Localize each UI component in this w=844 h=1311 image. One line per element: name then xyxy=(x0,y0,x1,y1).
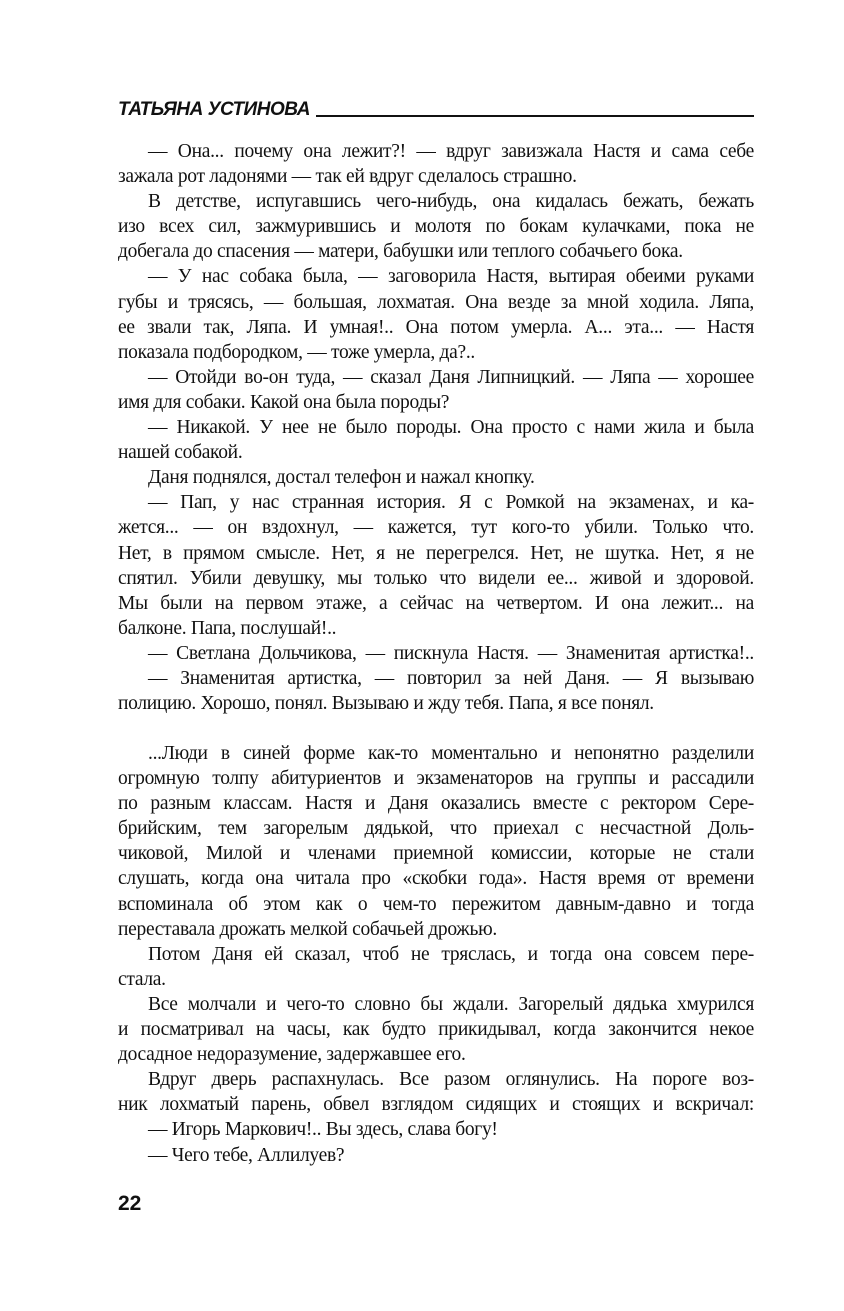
text-line: нашей собакой. xyxy=(118,442,243,464)
text-line: Мы были на первом этаже, а сейчас на четвертом. И она лежит... на xyxy=(118,592,754,614)
text-line: показала подбородком, — тоже умерла, да?.. xyxy=(118,341,475,363)
text-line: балконе. Папа, послушай!.. xyxy=(118,617,337,639)
text-line: В детстве, испугавшись чего-нибудь, она кидалась бежать, бежать xyxy=(148,191,754,213)
text-line: вспоминала об этом как о чем-то пережитом давным-давно и тогда xyxy=(118,893,754,915)
text-line: Вдруг дверь распахнулась. Все разом оглянулись. На пороге воз- xyxy=(148,1069,754,1091)
text-line: чиковой, Милой и членами приемной комиссии, которые не стали xyxy=(118,843,754,865)
text-line: зажала рот ладонями — так ей вдруг сделалось страшно. xyxy=(118,166,577,188)
text-line: — Светлана Дольчикова, — пискнула Настя. — Знаменитая артистка!.. xyxy=(148,642,754,664)
text-line: добегала до спасения — матери, бабушки или теплого собачьего бока. xyxy=(118,241,683,263)
text-line: досадное недоразумение, задержавшее его. xyxy=(118,1044,466,1066)
text-line: губы и трясясь, — большая, лохматая. Она везде за мной ходила. Ляпа, xyxy=(118,291,754,313)
text-line: жется... — он вздохнул, — кажется, тут кого-то убили. Только что. xyxy=(118,517,754,539)
text-line: — Чего тебе, Аллилуев? xyxy=(148,1144,345,1166)
text-line: слушать, когда она читала про «скобки года». Настя время от времени xyxy=(118,868,754,890)
page-number: 22 xyxy=(118,1192,142,1215)
text-line: имя для собаки. Какой она была породы? xyxy=(118,391,450,413)
text-line: ...Люди в синей форме как-то моментально и непонятно разделили xyxy=(148,743,754,764)
text-line: — Никакой. У нее не было породы. Она просто с нами жила и была xyxy=(148,417,754,439)
text-line: — У нас собака была, — заговорила Настя, вытирая обеими руками xyxy=(148,266,754,288)
text-line: стала. xyxy=(118,968,166,990)
text-line: и посматривал на часы, как будто прикидывал, когда закончится некое xyxy=(118,1019,754,1041)
text-line: Потом Даня ей сказал, чтоб не тряслась, и тогда она совсем пере- xyxy=(148,943,754,965)
header-rule xyxy=(316,115,754,117)
text-line: Все молчали и чего-то словно бы ждали. Загорелый дядька хмурился xyxy=(148,993,754,1015)
text-line: полицию. Хорошо, понял. Вызываю и жду тебя. Папа, я все понял. xyxy=(118,693,654,715)
text-line: — Она... почему она лежит?! — вдруг завизжала Настя и сама себе xyxy=(148,141,754,162)
text-line: Нет, в прямом смысле. Нет, я не перегрелся. Нет, не шутка. Нет, я не xyxy=(118,542,754,564)
text-line: ее звали так, Ляпа. И умная!.. Она потом умерла. А... эта... — Настя xyxy=(118,316,754,338)
text-line: — Пап, у нас странная история. Я с Ромкой на экзаменах, и ка- xyxy=(148,492,754,514)
author-name: ТАТЬЯНА УСТИНОВА xyxy=(118,99,310,120)
text-line: изо всех сил, зажмурившись и молотя по бокам кулачками, пока не xyxy=(118,216,754,238)
text-line: спятил. Убили девушку, мы только что видели ее... живой и здоровой. xyxy=(118,567,754,589)
text-line: по разным классам. Настя и Даня оказались вместе с ректором Сере- xyxy=(118,793,754,815)
text-line: брийским, тем загорелым дядькой, что приехал с несчастной Доль- xyxy=(118,818,754,840)
text-line: — Отойди во-он туда, — сказал Даня Липницкий. — Ляпа — хорошее xyxy=(148,366,754,388)
running-header xyxy=(118,96,754,120)
text-line: ник лохматый парень, обвел взглядом сидящих и стоящих и вскричал: xyxy=(118,1094,754,1116)
text-line: — Игорь Маркович!.. Вы здесь, слава богу! xyxy=(148,1119,498,1141)
text-line: Даня поднялся, достал телефон и нажал кнопку. xyxy=(148,467,535,489)
text-section-1 xyxy=(118,139,754,716)
text-section-2 xyxy=(118,741,754,1168)
text-line: огромную толпу абитуриентов и экзаменаторов на группы и рассадили xyxy=(118,768,754,790)
text-line: переставала дрожать мелкой собачьей дрожью. xyxy=(118,918,497,940)
text-line: — Знаменитая артистка, — повторил за ней Даня. — Я вызываю xyxy=(148,667,754,689)
